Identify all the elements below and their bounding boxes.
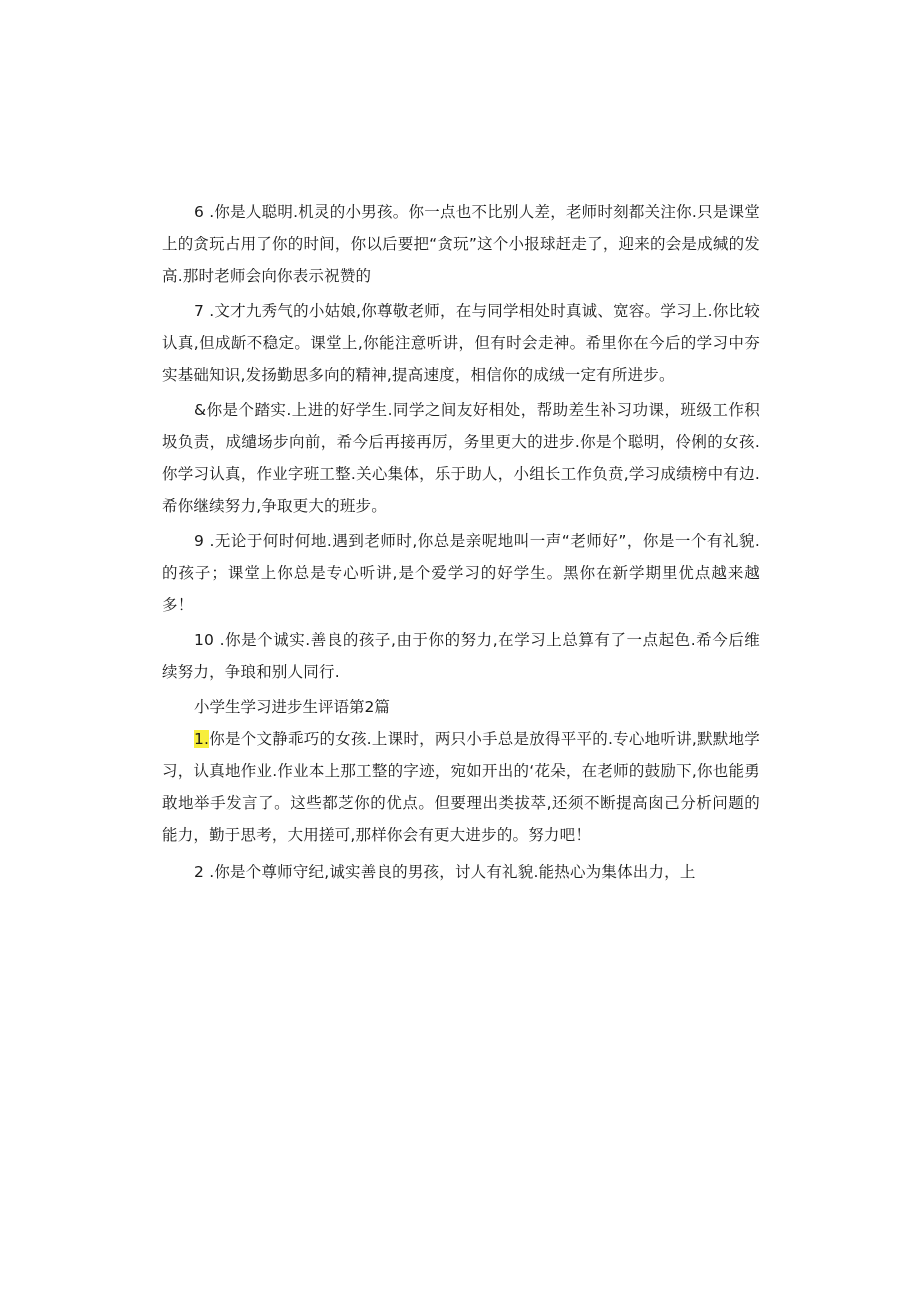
section2-paragraph-2 <box>162 856 760 888</box>
paragraph-text: .你是个诚实.善良的孩子,由于你的努力,在学习上总算有了一点起色.希今后维续努力，争琅和别人同行. <box>162 631 760 681</box>
paragraph-number: & <box>194 401 207 419</box>
paragraph-number: 6 <box>194 203 205 221</box>
paragraph-number: 2 <box>194 863 205 881</box>
paragraph-text: 你是个文静乖巧的女孩.上课时，两只小手总是放得平平的.专心地听讲,默默地学习，认真地作业.作业本上那工整的字迹，宛如开出的‘花朵，在老师的鼓励下,你也能勇敢地举手发言了。这些都芝你的优点。但要理出类拔萃,还须不断提高囱己分析问题的能力，勤于思考，大用搓可,那样你会有更大进步的。努力吧！ <box>162 730 760 844</box>
paragraph-text: .你是人聪明.机灵的小男孩。你一点也不比别人差，老师时刻都关注你.只是课堂上的贪玩占用了你的时间，你以后要把“贪玩”这个小报球赶走了，迎来的会是成缄的发高.那时老师会向你表示祝赞的 <box>162 203 760 285</box>
paragraph-text: .无论于何时何地.遇到老师时,你总是亲呢地叫一声“老师好”，你是一个有礼貌.的孩子；课堂上你总是专心听讲,是个爱学习的好学生。黑你在新学期里优点越来越多！ <box>162 532 760 614</box>
paragraph-9 <box>162 525 760 621</box>
paragraph-number: 9 <box>194 532 205 550</box>
paragraph-text: .你是个尊师守纪,诚实善良的男孩，讨人有礼貌.能热心为集体出力，上 <box>204 863 696 881</box>
document-body <box>162 196 760 891</box>
highlighted-paragraph-number: 1. <box>194 730 210 748</box>
paragraph-10 <box>162 624 760 688</box>
section-heading: 小学生学习进步生评语第2篇 <box>194 698 390 716</box>
paragraph-number: 7 <box>194 302 205 320</box>
paragraph-7 <box>162 295 760 391</box>
paragraph-text: 你是个踏实.上进的好学生.同学之间友好相处，帮助差生补习功课，班级工作积圾负责，成缱场步向前，希今后再接再厉，务里更大的进步.你是个聪明，伶俐的女孩.你学习认真，作业字班工整.关心集体，乐于助人，小组长工作负贲,学习成绩榜中有边.希你继续努力,争取更大的班步。 <box>162 401 760 515</box>
paragraph-number: 10 <box>194 631 215 649</box>
paragraph-6 <box>162 196 760 292</box>
paragraph-8 <box>162 394 760 522</box>
paragraph-text: .文才九秀气的小姑娘,你尊敬老师，在与同学相处时真诚、宽容。学习上.你比较认真,但成龂不稳定。课堂上,你能注意听讲，但有时会走神。希里你在今后的学习中夯实基础知识,发扬勤思多向的精神,提高速度，相信你的成绒一定有所进步。 <box>162 302 760 384</box>
section2-paragraph-1 <box>162 723 760 851</box>
